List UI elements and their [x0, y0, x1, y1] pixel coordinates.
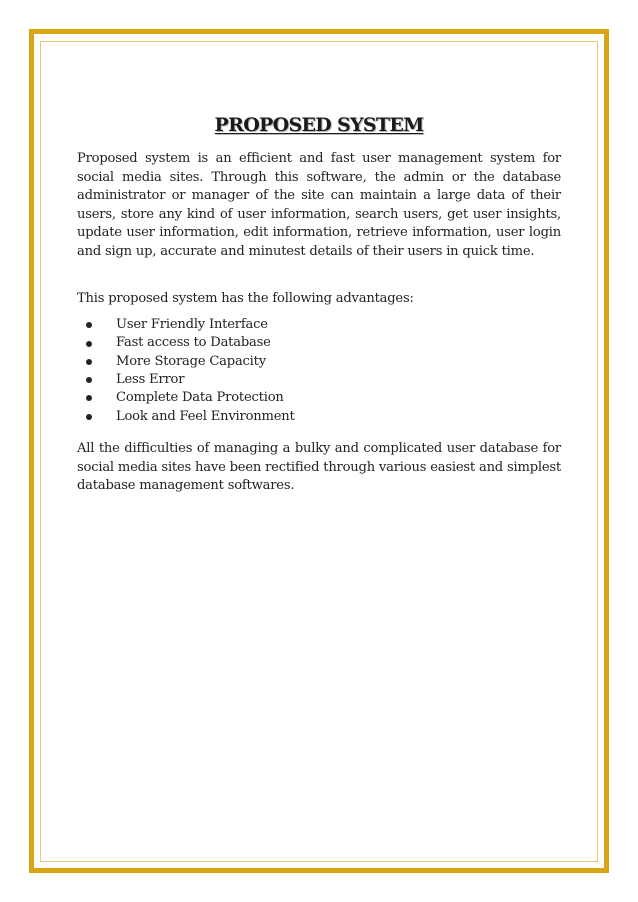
bullet-icon: [86, 377, 92, 383]
list-item: [77, 389, 561, 407]
list-item: [77, 371, 561, 389]
list-item: [77, 334, 561, 352]
bullet-icon: [86, 322, 92, 328]
list-item-label: User Friendly Interface: [116, 317, 268, 333]
list-item: [77, 353, 561, 371]
bullet-icon: [86, 341, 92, 347]
intro-paragraph: Proposed system is an efficient and fast user management system for social media sites. Through this software, the admin or the database administrator or manager of the site can maintain a large data of their users, store any kind of user information, search users, get user insights, update user information, edit information, retrieve information, user login and sign up, accurate and minutest details of their users in quick time.: [77, 151, 561, 259]
advantages-intro: This proposed system has the following advantages:: [77, 290, 414, 306]
list-item-label: Fast access to Database: [116, 335, 271, 351]
bullet-icon: [86, 414, 92, 420]
list-item-label: More Storage Capacity: [116, 353, 266, 369]
bullet-icon: [86, 395, 92, 401]
advantages-list: [77, 316, 561, 426]
list-item: [77, 408, 561, 426]
page-title: PROPOSED SYSTEM: [214, 114, 424, 136]
conclusion-paragraph: All the difficulties of managing a bulky and complicated user database for social media sites have been rectified through various easiest and simplest database management softwares.: [77, 440, 561, 494]
list-item-label: Look and Feel Environment: [116, 408, 295, 424]
list-item: [77, 316, 561, 334]
document-content: [77, 112, 561, 496]
list-item-label: Less Error: [116, 372, 185, 388]
bullet-icon: [86, 359, 92, 365]
list-item-label: Complete Data Protection: [116, 390, 284, 406]
